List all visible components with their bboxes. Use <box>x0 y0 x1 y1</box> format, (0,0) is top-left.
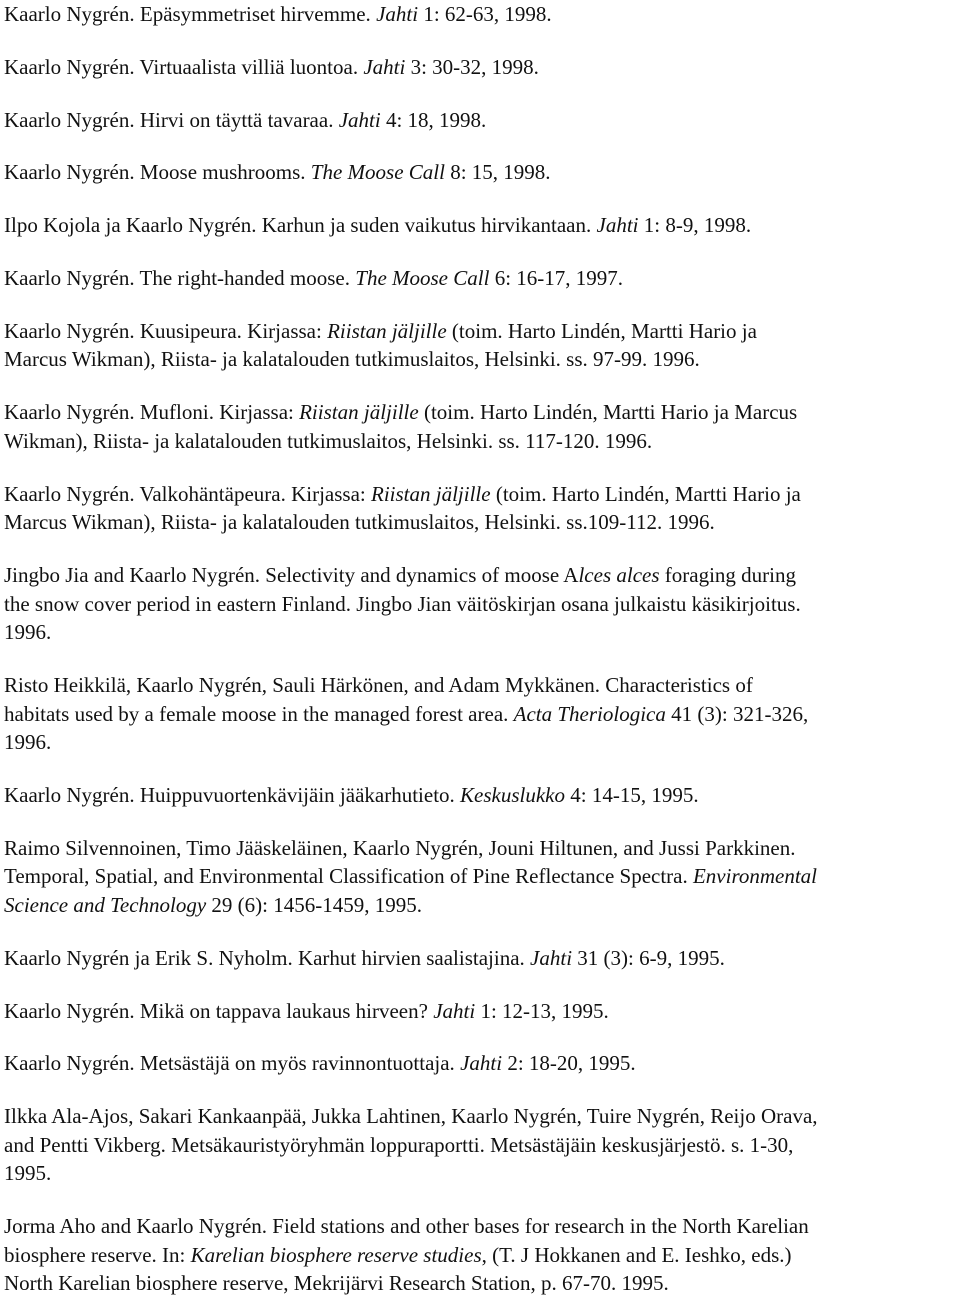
reference-entry <box>4 158 551 187</box>
reference-text: (toim. Harto Lindén, Martti Hario ja <box>490 481 801 506</box>
reference-text: Kaarlo Nygrén. Mufloni. Kirjassa: <box>4 400 300 425</box>
reference-text: 3: 30-32, 1998. <box>405 54 539 79</box>
reference-entry <box>4 53 539 82</box>
reference-entry <box>4 106 486 135</box>
reference-line <box>4 53 539 82</box>
reference-line <box>4 1102 818 1131</box>
reference-line <box>4 264 623 293</box>
reference-italic-text: lces alces <box>578 563 660 587</box>
reference-text: Kaarlo Nygrén. Huippuvuortenkävijäin jääkarhutieto. <box>4 783 461 807</box>
reference-line <box>4 891 817 920</box>
reference-entry <box>4 211 751 240</box>
reference-text: the snow cover period in eastern Finland. Jingbo Jian väitöskirjan osana julkaistu käsikirjoitus. <box>4 591 801 616</box>
reference-text: North Karelian biosphere reserve, Mekrijärvi Research Station, p. 67-70. 1995. <box>4 1271 669 1296</box>
reference-entry <box>4 264 623 293</box>
reference-entry <box>4 561 801 647</box>
reference-italic-text: Environmental <box>692 864 818 889</box>
reference-text: Kaarlo Nygrén. Mikä on tappava laukaus hirveen? <box>4 998 434 1023</box>
reference-text: Marcus Wikman), Riista- ja kalatalouden tutkimuslaitos, Helsinki. ss. 97-99. 1996. <box>4 347 700 372</box>
reference-line <box>4 944 725 973</box>
reference-line <box>4 508 801 537</box>
reference-text: 1996. <box>4 620 52 645</box>
reference-entry <box>4 0 552 29</box>
reference-entry <box>4 1212 809 1298</box>
reference-text: 4: 18, 1998. <box>380 107 487 132</box>
reference-line <box>4 1241 809 1270</box>
reference-text: 29 (6): 1456-1459, 1995. <box>206 892 422 917</box>
reference-italic-text: Jahti <box>338 107 381 132</box>
reference-italic-text: Riistan jäljille <box>371 481 491 506</box>
reference-text: and Pentti Vikberg. Metsäkauristyöryhmän loppuraportti. Metsästäjäin keskusjärjestö. s. 1-30, <box>4 1132 794 1157</box>
reference-line <box>4 158 551 187</box>
reference-text: Risto Heikkilä, Kaarlo Nygrén, Sauli Härkönen, and Adam Mykkänen. Characteristics of <box>4 673 753 697</box>
reference-text: Jorma Aho and Kaarlo Nygrén. Field stations and other bases for research in the North Karelian <box>4 1214 809 1239</box>
reference-line <box>4 427 797 456</box>
reference-text: 6: 16-17, 1997. <box>489 266 624 290</box>
reference-text: 8: 15, 1998. <box>444 160 551 185</box>
reference-entry <box>4 1049 636 1078</box>
reference-italic-text: Riistan jäljille <box>299 400 419 425</box>
reference-text: Ilpo Kojola ja Kaarlo Nygrén. Karhun ja suden vaikutus hirvikantaan. <box>4 213 597 238</box>
reference-text: Kaarlo Nygrén. Moose mushrooms. <box>4 160 311 185</box>
reference-text: habitats used by a female moose in the managed forest area. <box>4 701 514 726</box>
reference-italic-text: The Moose Call <box>310 160 445 185</box>
reference-text: , (T. J Hokkanen and E. Ieshko, eds.) <box>481 1242 792 1267</box>
reference-entry <box>4 781 699 810</box>
reference-italic-text: Jahti <box>596 213 639 238</box>
reference-text: 1: 12-13, 1995. <box>475 998 609 1023</box>
reference-line <box>4 1159 818 1188</box>
reference-text: 41 (3): 321-326, <box>665 701 809 726</box>
reference-text: biosphere reserve. In: <box>4 1242 191 1267</box>
reference-line <box>4 480 801 509</box>
reference-text: Kaarlo Nygrén. The right-handed moose. <box>4 266 356 290</box>
reference-line <box>4 700 808 729</box>
reference-text: Temporal, Spatial, and Environmental Classification of Pine Reflectance Spectra. <box>4 864 693 889</box>
reference-italic-text: Riistan jäljille <box>327 318 447 343</box>
reference-line <box>4 997 609 1026</box>
reference-text: Wikman), Riista- ja kalatalouden tutkimuslaitos, Helsinki. ss. 117-120. 1996. <box>4 428 653 453</box>
reference-line <box>4 317 757 346</box>
reference-entry <box>4 398 797 455</box>
reference-text: (toim. Harto Lindén, Martti Hario ja <box>446 318 757 343</box>
reference-text: Kaarlo Nygrén. Kuusipeura. Kirjassa: <box>4 318 328 343</box>
reference-text: Kaarlo Nygrén. Valkohäntäpeura. Kirjassa: <box>4 481 371 506</box>
reference-line <box>4 1212 809 1241</box>
reference-text: Jingbo Jia and Kaarlo Nygrén. Selectivity and dynamics of moose A <box>4 563 579 587</box>
reference-line <box>4 1049 636 1078</box>
reference-line <box>4 781 699 810</box>
reference-italic-text: Jahti <box>363 54 406 79</box>
reference-italic-text: Jahti <box>433 998 476 1023</box>
reference-text: 1: 8-9, 1998. <box>638 213 752 238</box>
reference-text: 2: 18-20, 1995. <box>502 1051 636 1076</box>
reference-entry <box>4 480 801 537</box>
reference-italic-text: Keskuslukko <box>460 783 566 807</box>
reference-italic-text: The Moose Call <box>355 266 490 290</box>
reference-italic-text: Acta Theriologica <box>513 701 666 726</box>
reference-italic-text: Jahti <box>530 945 573 970</box>
reference-text: Kaarlo Nygrén. Epäsymmetriset hirvemme. <box>4 2 377 26</box>
reference-line <box>4 728 808 757</box>
reference-text: foraging during <box>659 563 796 587</box>
reference-text: Kaarlo Nygrén. Virtuaalista villiä luontoa. <box>4 54 364 79</box>
reference-line <box>4 590 801 619</box>
reference-line <box>4 862 817 891</box>
reference-text: 1995. <box>4 1161 52 1186</box>
reference-line <box>4 561 801 590</box>
reference-italic-text: Science and Technology <box>4 892 207 917</box>
reference-text: Kaarlo Nygrén ja Erik S. Nyholm. Karhut hirvien saalistajina. <box>4 945 531 970</box>
reference-entry <box>4 834 817 920</box>
reference-text: Marcus Wikman), Riista- ja kalatalouden tutkimuslaitos, Helsinki. ss.109-112. 1996. <box>4 510 715 535</box>
reference-text: 4: 14-15, 1995. <box>565 783 699 807</box>
reference-line <box>4 834 817 863</box>
reference-text: 1996. <box>4 730 52 755</box>
reference-italic-text: Jahti <box>460 1051 503 1076</box>
reference-line <box>4 211 751 240</box>
reference-entry <box>4 671 808 757</box>
reference-entry <box>4 317 757 374</box>
reference-italic-text: Karelian biosphere reserve studies <box>190 1242 482 1267</box>
reference-entry <box>4 997 609 1026</box>
reference-line <box>4 0 552 29</box>
reference-line <box>4 345 757 374</box>
reference-text: Kaarlo Nygrén. Hirvi on täyttä tavaraa. <box>4 107 339 132</box>
reference-entry <box>4 944 725 973</box>
reference-text: 31 (3): 6-9, 1995. <box>572 945 725 970</box>
reference-line <box>4 1131 818 1160</box>
reference-line <box>4 106 486 135</box>
reference-line <box>4 671 808 700</box>
reference-text: (toim. Harto Lindén, Martti Hario ja Marcus <box>418 400 798 425</box>
reference-text: Raimo Silvennoinen, Timo Jääskeläinen, Kaarlo Nygrén, Jouni Hiltunen, and Jussi Parkkinen. <box>4 835 796 860</box>
reference-text: Ilkka Ala-Ajos, Sakari Kankaanpää, Jukka Lahtinen, Kaarlo Nygrén, Tuire Nygrén, Reijo Orava, <box>4 1104 818 1129</box>
reference-italic-text: Jahti <box>376 2 419 26</box>
reference-entry <box>4 1102 818 1188</box>
reference-text: Kaarlo Nygrén. Metsästäjä on myös ravinnontuottaja. <box>4 1051 461 1076</box>
reference-line <box>4 398 797 427</box>
reference-line <box>4 618 801 647</box>
reference-text: 1: 62-63, 1998. <box>418 2 552 26</box>
